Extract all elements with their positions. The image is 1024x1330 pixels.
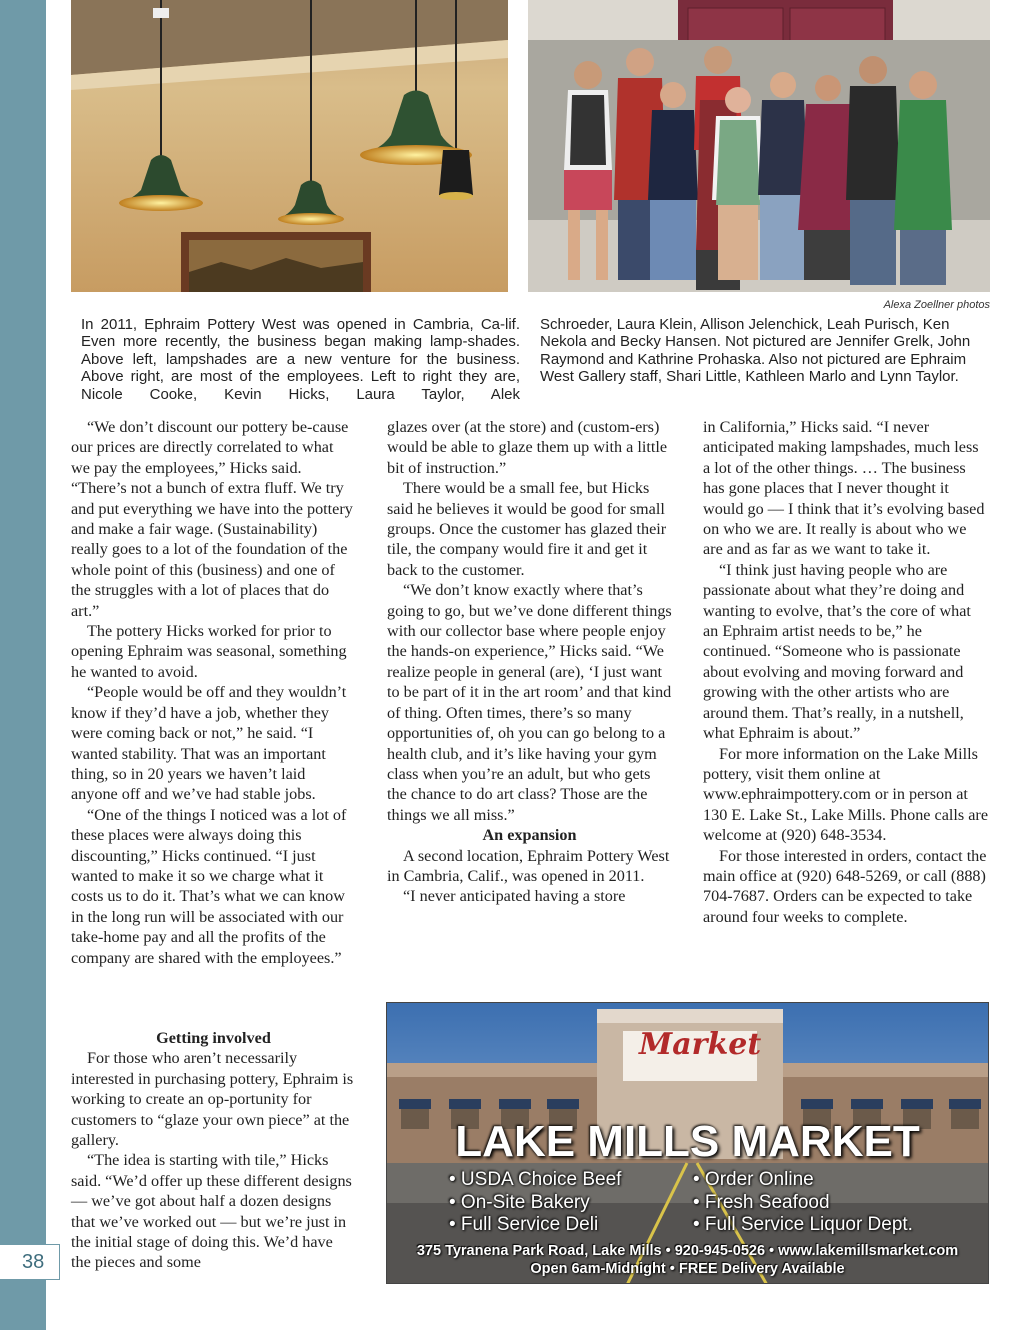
paragraph: “We don’t discount our pottery be-cause our prices are directly correlated to what we pay the employees,” Hicks said. “There’s not a bunch of extra fluff. We try and put everything we have into the pottery and make a fair wage. (Sustainability) really goes to a lot of the foundation of the whole point of this (business) and one of the struggles with a lot of places that do art.” [71, 418, 353, 620]
lake-mills-market-ad[interactable] [386, 1002, 989, 1284]
store-sign [625, 1017, 762, 1067]
paragraph: For those interested in orders, contact the main office at (920) 648-5269, or call (888) 704-7687. Orders can be expected to take around four weeks to complete. [703, 846, 987, 926]
lampshades-photo [71, 0, 508, 292]
paragraph: For more information on the Lake Mills pottery, visit them online at www.ephraimpottery.com or in person at 130 E. Lake St., Lake Mills. Phone calls are welcome at (920) 648-3534. [703, 744, 989, 845]
caption-right: Schroeder, Laura Klein, Allison Jelenchick, Leah Purisch, Ken Nekola and Becky Hansen. Not pictured are Jennifer Grelk, John Raymond and Kathrine Prohaska. Also not pictured are Ephraim West Gallery staff, Shari Little, Kathleen Marlo and Lynn Taylor. [540, 316, 971, 386]
paragraph: in California,” Hicks said. “I never anticipated making lampshades, much less a lot of the other things. … The business has gone places that I never thought it would go — I think that it’s evolving based on who we are. It really is about who we are and as far as we want to take it. [703, 418, 985, 559]
paragraph: A second location, Ephraim Pottery West in Cambria, Calif., was opened in 2011. [387, 846, 670, 885]
ad-feature-item: • Order Online [693, 1169, 814, 1190]
ad-feature-item: • Fresh Seafood [693, 1191, 830, 1213]
ad-feature-item: • USDA Choice Beef [449, 1169, 622, 1190]
ad-feature-list-left [449, 1169, 621, 1237]
paragraph: “One of the things I noticed was a lot of these places were always doing this discounting,” Hicks continued. “I just wanted to make it so we charge what it costs us to do it. That’s what we can know in the long run will be associated with our take-home pay and all the profits of the company are shared with the employees.” [71, 805, 347, 967]
paragraph: “People would be off and they wouldn’t know if they’d have a job, whether they were coming back or not,” he said. “I wanted stability. That was an important thing, so in 20 years we haven’t laid anyone off and we’ve had stable jobs. [71, 683, 347, 804]
ad-feature-item: • Full Service Liquor Dept. [693, 1214, 913, 1235]
section-heading-getting-involved: Getting involved [156, 1029, 271, 1047]
ad-hours: Open 6am-Midnight • FREE Delivery Available [530, 1261, 845, 1277]
article-column-2 [387, 417, 672, 907]
paragraph: There would be a small fee, but Hicks said he believes it would be good for small groups. Once the customer has glazed their tile, the company would fire it and get it back to the customer. [387, 479, 667, 579]
article-column-1 [71, 417, 356, 968]
paragraph: “I think just having people who are passionate about what they’re doing and wanting to evolve, that’s the core of what an Ephraim artist needs to be,” he continued. “Someone who is passionate about evolving and moving forward and growing with the other artists who are around them. That’s really, in a nutshell, what Ephraim is about.” [703, 560, 971, 743]
store-sign-text: Market [639, 1027, 762, 1062]
paragraph: “We don’t know exactly where that’s going to go, but we’ve done different things with our collector base where people enjoy the hands-on experience,” Hicks said. “We realize people in general (are), ‘I just want to be part of it in the art room’ and that kind of thing. Often times, there’s so many opportunities of, oh you can go belong to a health club, and it’s like having your gym class when you’re an adult, but who gets the chance to do art class? Those are the things we all miss.” [387, 581, 672, 824]
article-column-3 [703, 417, 988, 927]
photo-credit: Alexa Zoellner photos [883, 299, 990, 311]
employees-photo [528, 0, 990, 292]
paragraph: “I never anticipated having a store [403, 887, 626, 906]
page-number: 38 [22, 1250, 45, 1273]
page-number-box [0, 1244, 60, 1280]
paragraph: The pottery Hicks worked for prior to opening Ephraim was seasonal, something he wanted to avoid. [71, 622, 347, 681]
paragraph: For those who aren’t necessarily interested in purchasing pottery, Ephraim is working to create an op-portunity for customers to “glaze your own piece” at the gallery. [71, 1049, 354, 1150]
page-sidebar-stripe [0, 0, 46, 1330]
section-heading-an-expansion: An expansion [482, 826, 577, 845]
ad-feature-list-right [693, 1169, 913, 1237]
article-column-1-lower [71, 1028, 356, 1273]
ad-address: 375 Tyranena Park Road, Lake Mills • 920-945-0526 • www.lakemillsmarket.com [416, 1243, 959, 1259]
caption-left: In 2011, Ephraim Pottery West was opened in Cambria, Ca-lif. Even more recently, the business began making lamp-shades. Above left, lampshades are a new venture for the business. Above right, are most of the employees. Left to right they are, Nicole Cooke, Kevin Hicks, Laura Taylor, Alek [81, 316, 520, 403]
ad-title: LAKE MILLS MARKET [455, 1117, 920, 1166]
ad-feature-item: • On-Site Bakery [449, 1191, 590, 1213]
ad-feature-item: • Full Service Deli [449, 1214, 599, 1235]
paragraph: “The idea is starting with tile,” Hicks said. “We’d offer up these different designs — we’ve got about half a dozen designs that we’ve worked out — but we’re just in the initial stage of doing this. We’d have the pieces and some [71, 1151, 352, 1272]
paragraph: glazes over (at the store) and (custom-ers) would be able to glaze them up with a little bit of instruction.” [387, 418, 668, 477]
